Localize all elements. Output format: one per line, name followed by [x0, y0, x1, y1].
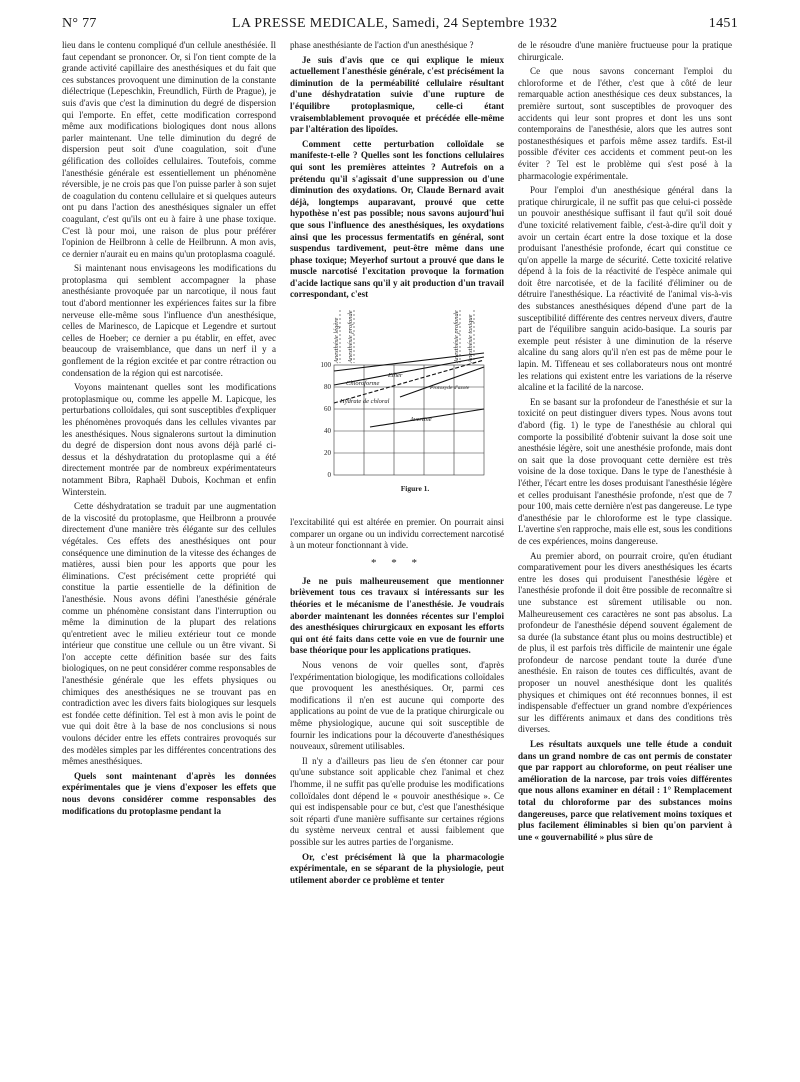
label-anesthesie-profonde-2: Anesthésie profonde — [453, 310, 460, 364]
curve-ether — [334, 353, 484, 371]
paragraph: lieu dans le contenu compliqué d'un cellule anesthésiée. Il faut cependant se prononcer. Or, si l'on tient compte de la grande activité capillaire des anesthésiques et du fait que ces substances provoquent une diminution de la constante diélectrique (Lepeschkin, Freundlich, Fürth de Prague), je suis d'avis que c'est la diminution du degré de dispersion qui l'emporte. En effet, cette modification correspond même aux modifications biologiques dont nous allons parler maintenant. Une telle diminution du degré de dispersion peut soit d'une coagulation, soit d'une gélification des colloïdes cellulaires. Toutefois, comme l'anesthésie générale est essentiellement un phénomène réversible, je ne crois pas que l'on puisse parler à son sujet de coagulation du contenu cellulaire et si quelques auteurs ont pu dans l'action des anesthésiques signaler un effet coagulant, c'est qu'ils ont eu à faire à une phase toxique. C'est là pour moi, une raison de plus pour préférer l'opinion de Heilbronn à celle de Heilbrunn. A mon avis, ce dernier n'aurait eu en mains qu'un protoplasma coagulé. — [62, 40, 276, 259]
y-tick: 80 — [324, 383, 331, 392]
y-tick: 0 — [327, 471, 331, 480]
paragraph: Voyons maintenant quelles sont les modifications protoplasmique ou, comme les appelle M. Lapicque, les perturbations colloïdales, qui sont susceptibles d'expliquer les phénomènes provoqués dans les cellules vivantes par les anesthésiques. Nous signalerons surtout la diminution du degré de dispersion dont nous avons déjà parlé ci-dessus et la déshydratation du protoplasme qui a été directement montrée par de nombreux expérimentateurs notamment Bibra, Raphaël Dubois, Kochman et enfin Winterstein. — [62, 382, 276, 497]
paragraph: Cette déshydratation se traduit par une augmentation de la viscosité du protoplasme, que Heilbronn a prouvée directement d'une manière très élégante sur des cellules végétales. Ces effets des anesthésiques ont pour conséquence une diminution de la vitesse des échanges de matières, aussi bien pour les apports que pour les éliminations. C'est précisément cette propriété qui constitue la partie essentielle de la définition de l'anesthésie. Nous avons défini l'anesthésie générale comme un phénomène consistant dans l'interruption ou même la diminution de la plupart des relations qu'entretient avec le milieu extérieur tout ce monde intérieur que constitue une cellule ou un être vivant. Si l'on accepte cette définition basée sur des faits biologiques, on ne peut considérer comme responsables de l'anesthésie générale que les effets physiques ou chimiques des anesthésiques ne se trouvant pas en contradiction avec les divers faits biologiques sur lesquels est fondée cette définition. Tel est à mon avis le point de vue qui doit être à la base de nos conclusions si nous voulons décider entre les effets contraires provoqués sur des modèles simples par les différentes concentrations des mêmes anesthésiques. — [62, 501, 276, 767]
figure-1 — [290, 305, 504, 513]
page-header — [62, 16, 738, 34]
journal-title: LA PRESSE MEDICALE, Samedi, 24 Septembre 1932 — [232, 16, 558, 31]
paragraph: En se basant sur la profondeur de l'anesthésie et sur la toxicité on peut distinguer divers types. Nous avons tout d'abord (fig. 1) le type de l'anesthésie au chloral qui comporte la possibilité d'obtenir suivant la dose soit une anesthésie légère, soit une anesthésie profonde, mais dont on sait que la dose provoquant cette dernière est très voisine de la dose toxique. Dans le type de l'anesthésie à l'éther, l'écart entre les doses produisant l'anesthésie légère et celles produisant l'anesthésie profonde, n'est que de 7 pour 100, mais cette dernière n'est pas dangereuse. Le type d'anesthésie par le chloroforme est le type classique. L'avertine s'en rapproche, mais elle est, sous les conditions de ces expériences, moins dangereuse. — [518, 396, 732, 546]
label-protoxyde: Protoxyde d'azote — [430, 385, 470, 392]
paragraph: Ce que nous savons concernant l'emploi du chloroforme et de l'éther, c'est que à côté de leur remarquable action anesthésique ces deux substances, la première surtout, sont susceptibles de provoquer des accidents qui leur sont propres et dont les uns sont contemporains de l'anesthésie, alors que les autres sont postanesthésiques et parfois même assez tardifs. Est-il possible d'éviter ces accidents et comment peut-on les éviter ? Tel est le problème qui s'est posé à la pharmacologie expérimentale. — [518, 66, 732, 181]
y-tick: 40 — [324, 427, 331, 436]
figure-caption: Figure 1. — [400, 484, 430, 494]
paragraph: Les résultats auxquels une telle étude a conduit dans un grand nombre de cas ont permis de constater que par rapport au chloroforme, on peut réaliser une amélioration de la narcose, par trois voies différentes que nous allons examiner en détail : 1° Remplacement total du chloroforme par des substances moins dangereuses, parce que relativement moins toxiques et plus facilement éliminables si bien qu'on parvient à une « gouvernabilité » plus sûre de — [518, 739, 732, 842]
label-anesthesie-profonde: Anesthésie profonde — [347, 310, 354, 364]
label-anesthesie-legere: Anesthésie légère — [333, 317, 340, 364]
paragraph: Je ne puis malheureusement que mentionner brièvement tous ces travaux si intéressants sur les théories et le mécanisme de l'anesthésie. Je voudrais aborder maintenant les données récentes sur l'emploi des anesthésiques chirurgicaux en exposant les efforts qui ont été faits dans cette voie en vue de fournir une base théorique pour les applications pratiques. — [290, 575, 504, 656]
paragraph: de le résoudre d'une manière fructueuse pour la pratique chirurgicale. — [518, 40, 732, 62]
column-2 — [290, 40, 504, 889]
column-3 — [518, 40, 732, 846]
paragraph: Je suis d'avis que ce qui explique le mieux actuellement l'anesthésie générale, c'est précisément la diminution de la perméabilité cellulaire résultant d'une déshydratation suivie d'une rupture de l'équilibre protoplasmique, celle-ci étant vraisemblablement provoquée et précédée elle-même par l'altération des lipoïdes. — [290, 54, 504, 135]
label-hydrate-de-chloral: Hydrate de chloral — [340, 398, 390, 406]
section-separator: * * * — [371, 556, 423, 569]
page-number: 1451 — [708, 16, 738, 31]
label-avertine: Avertine — [410, 416, 432, 424]
label-chloroforme: Chloroforme — [346, 380, 380, 388]
paragraph: Or, c'est précisément là que la pharmacologie expérimentale, en se séparant de la physiologie, peut utilement aborder ce problème et tenter — [290, 851, 504, 885]
y-tick: 20 — [324, 449, 331, 458]
paragraph: Au premier abord, on pourrait croire, qu'en étudiant comparativement pour les divers anesthésiques les écarts entre les doses qui produisent l'anesthésie légère et l'anesthésie profonde il doit être possible de reconnaître si une substance est sûrement utilisable ou non. Malheureusement ces caractères ne sont pas absolus. La profondeur de l'anesthésie dépend souvent également de sa durée (la substance étant plus ou moins destructible) et de plus, il est parfois très difficile de maintenir une égale profondeur de narcose pendant toute la durée d'une anesthésie. En raison de toutes ces difficultés, avant de proposer un nouvel anesthésique dont les qualités physiques et chimiques ont été reconnues bonnes, il est indispensable d'effectuer un grand nombre d'expériences sur les différents animaux et dans des conditions très diverses. — [518, 550, 732, 735]
paragraph: Comment cette perturbation colloïdale se manifeste-t-elle ? Quelles sont les fonctions cellulaires qui sont les premières atteintes ? Autrefois on a prétendu qu'il s'agissait d'une suppression ou d'une diminution des oxydations. Or, Claude Bernard avait déjà, longtemps auparavant, prouvé que cette hypothèse n'est pas possible; nous savons aujourd'hui que sous l'influence des anesthésiques, les oxydations ainsi que les processus fermentatifs en général, sont suspendus tardivement, peut-être même dans une phase toxique; Meyerhof surtout a prouvé que dans le muscle narcotisé l'excitation provoque la formation d'acide lactique sans qu'il y ait production d'un travail correspondant, c'est — [290, 138, 504, 300]
paragraph: Si maintenant nous envisageons les modifications du protoplasma qui semblent accompagner la phase anesthésiante provoquée par un narcotique, il nous faut tout d'abord mentionner les expériences faites sur la fibre nerveuse elle-même sous l'influence d'un anesthésique, celles de Marinesco, de Lapicque et Legendre et surtout celles de Hoeber; ce dernier a pu établir, en effet, avec beaucoup de vraisemblance, que dans un nerf il y a gonflement de la région excitée et par contre rétraction ou condensation de la région qui est narcotisée. — [62, 263, 276, 378]
paragraph: phase anesthésiante de l'action d'un anesthésique ? — [290, 40, 474, 50]
paragraph: Nous venons de voir quelles sont, d'après l'expérimentation biologique, les modifications colloïdales que provoquent les anesthésiques. Or, parmi ces modifications il n'en est aucune qui comporte des applications au point de vue de la pratique chirurgicale ou même physiologique, aucune qui soit susceptible de fournir les indications pour la découverte d'anesthésiques nouveaux, sûrement utilisables. — [290, 660, 504, 752]
paragraph: l'excitabilité qui est altérée en premier. On pourrait ainsi comparer un organe ou un individu correctement narcotisé à un moteur fonctionnant à vide. — [290, 517, 504, 551]
label-ether: Ether — [388, 372, 403, 380]
paragraph: Quels sont maintenant d'après les données expérimentales que je viens d'exposer les effets que nous devons considérer comme responsables des modifications du protoplasme pendant la — [62, 770, 276, 816]
curve-protoxyde — [400, 367, 484, 397]
y-tick: 100 — [320, 361, 331, 370]
column-1 — [62, 40, 276, 820]
issue-number: N° 77 — [62, 16, 97, 31]
paragraph: Il n'y a d'ailleurs pas lieu de s'en étonner car pour qu'une substance soit applicable chez l'animal et chez l'homme, il ne suffit pas qu'elle produise les modifications colloïdales dont dépend le « pouvoir anesthésique ». Ce qui est indispensable pour ce but, c'est que l'anesthésique soit réparti d'une manière suffisante sur certaines régions du système nerveux central et aussi faiblement que possible sur les autres parties de l'organisme. — [290, 755, 504, 847]
label-anesthesie-toxique: Anesthésie toxique — [467, 314, 474, 364]
figure-1-graph — [290, 305, 504, 495]
paragraph: Pour l'emploi d'un anesthésique général dans la pratique chirurgicale, il ne suffit pas que celui-ci possède un pouvoir anesthésique suffisant il faut qu'il soit doué d'une toxicité relativement faible, c'est-à-dire qu'il doit y avoir un certain écart entre la dose toxique et la dose produisant l'anesthésie profonde, écart qui constitue ce qu'on appelle la marge de sécurité. Cette toxicité relative dépend à la fois de la réactivité de l'espèce animale qui doit être narcotisée, et de la facilité d'éliminer ou de détruire l'anesthésique. La réactivité de l'animal vis-à-vis des substances anesthésiques dépend d'une part de la susceptibilité différente des centres nerveux divers, d'autre part de l'équilibre sanguin acido-basique. La souris par exemple peut résister à une diminution de la réserve alcaline du sang alors qu'il n'en est pas de même pour le lapin. M. Tiffeneau et ses collaborateurs nous ont montré les relations qui existent entre les variations de la réserve alcaline et la facilité de la narcose. — [518, 185, 732, 393]
y-tick: 60 — [324, 405, 331, 414]
